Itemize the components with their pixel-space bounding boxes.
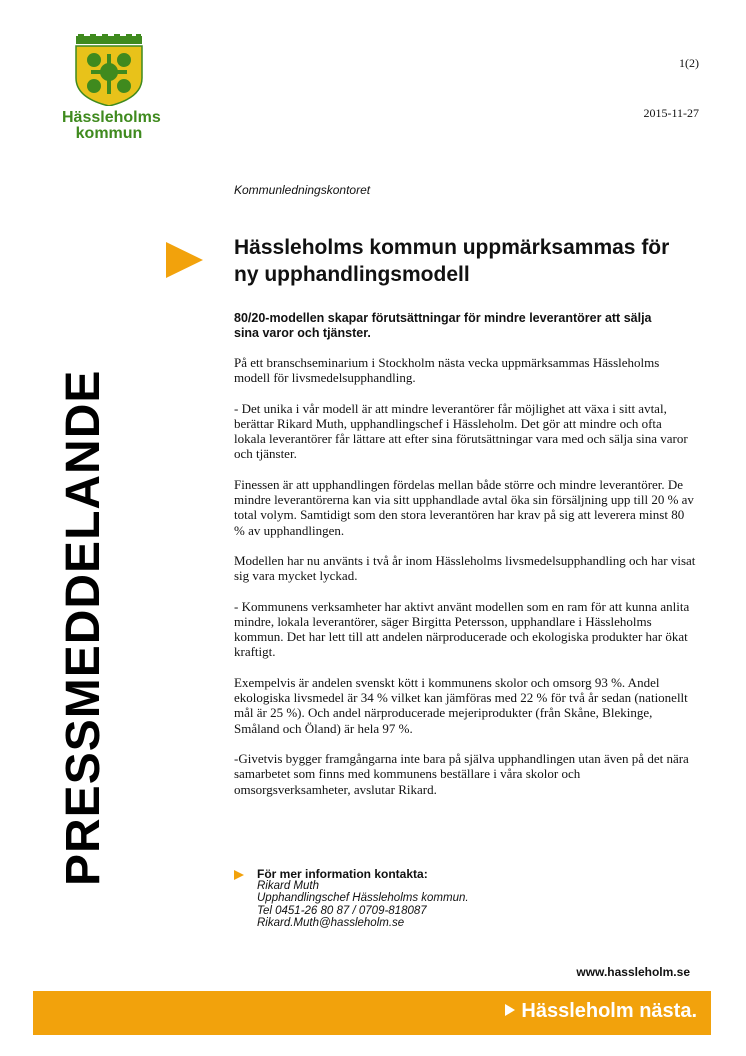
- headline: Hässleholms kommun uppmärksammas för ny upphandlingsmodell: [234, 236, 670, 286]
- subheadline: 80/20-modellen skapar förutsättningar för mindre leverantörer att sälja sina varor och tjänster.: [234, 311, 652, 340]
- paragraph: - Det unika i vår modell är att mindre leverantörer får möjlighet att växa i sitt avtal, berättar Rikard Muth, upphandlingschef i Hässleholm. Det gör att mindre och ofta lokala leverantörer får lättare att efter sina förutsättningar vara med och sälja sina varor och tjänster.: [234, 400, 688, 462]
- contact-email[interactable]: Rikard.Muth@hassleholm.se: [257, 916, 405, 929]
- page-number: 1(2): [679, 56, 699, 70]
- website-link[interactable]: www.hassleholm.se: [576, 965, 690, 979]
- paragraph: - Kommunens verksamheter har aktivt använt modellen som en ram för att kunna anlita mindre, lokala leverantörer, säger Birgitta Petersson, upphandlare i Hässleholms kommun. Det har lett till att andelen närproducerade och ekologiska produkter har ökat kraftigt.: [234, 598, 690, 660]
- contact-block: [257, 868, 469, 929]
- play-arrow-icon: [505, 1004, 515, 1016]
- slogan-text: Hässleholm nästa.: [521, 1000, 697, 1022]
- footer-bar: [33, 991, 711, 1035]
- department-name: Kommunledningskontoret: [234, 183, 371, 197]
- headline-arrow-icon: [166, 242, 203, 278]
- slogan: [505, 1000, 697, 1023]
- paragraph: -Givetvis bygger framgångarna inte bara på själva upphandlingen utan även på det nära samarbetet som finns med kommunens beställare i våra skolor och omsorgsverksamheter, avslutar Rikard.: [234, 750, 689, 797]
- logo-text-line2: kommun: [75, 125, 143, 142]
- municipality-logo: [62, 34, 161, 146]
- coat-of-arms-icon: [70, 34, 148, 106]
- contact-heading: För mer information kontakta:: [257, 867, 428, 881]
- article-body: [234, 355, 696, 812]
- press-release-banner: PRESSMEDDELANDE: [57, 369, 110, 886]
- paragraph: På ett branschseminarium i Stockholm nästa vecka uppmärksammas Hässleholms modell för livsmedelsupphandling.: [234, 355, 660, 386]
- paragraph: Finessen är att upphandlingen fördelas mellan både större och mindre leverantörer. De mindre leverantörerna kan via sitt upphandlade avtal öka sin försäljning upp till 20 % av total volym. Samtidigt som den stora leverantören har krav på sig att leverera minst 80 % av upphandlingen.: [234, 476, 694, 538]
- contact-arrow-icon: [234, 870, 244, 880]
- paragraph: Exempelvis är andelen svenskt kött i kommunens skolor och omsorg 93 %. Andel ekologiska livsmedel är 34 % vilket kan jämföras med 22 % för två år sedan (nationellt mål är 25 %). Och andel närproducerade mejeriprodukter (från Skåne, Blekinge, Småland och Öland) är hela 97 %.: [234, 674, 688, 736]
- contact-name: Rikard Muth: [257, 880, 319, 893]
- contact-title: Upphandlingschef Hässleholms kommun.: [257, 892, 469, 905]
- contact-phone: Tel 0451-26 80 87 / 0709-818087: [257, 904, 427, 917]
- paragraph: Modellen har nu använts i två år inom Hässleholms livsmedelsupphandling och har visat sig vara mycket lyckad.: [234, 552, 696, 584]
- document-date: 2015-11-27: [643, 106, 699, 120]
- logo-text-line1: Hässleholms: [62, 109, 161, 126]
